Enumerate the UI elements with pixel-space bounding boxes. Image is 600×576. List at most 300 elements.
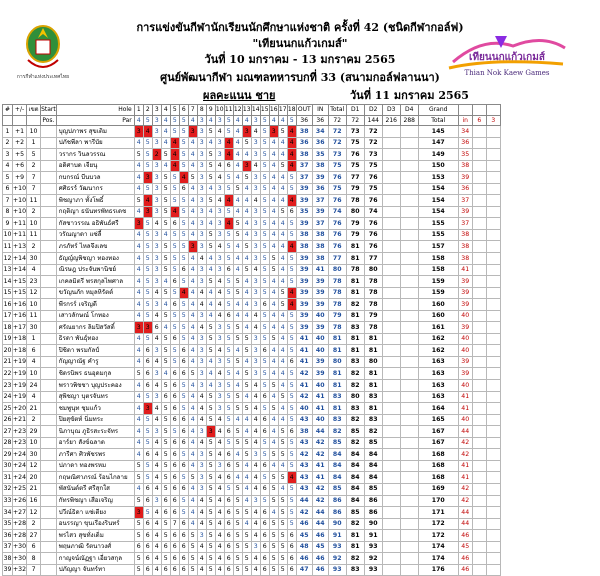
row-d4 <box>400 564 418 576</box>
player-name: สุพิชญา บุตรจันทร <box>56 391 134 403</box>
hole-score: 3 <box>152 495 161 507</box>
hole-score: 3 <box>215 137 224 149</box>
row-start-pos <box>41 518 57 530</box>
row-total: 81 <box>328 403 346 415</box>
row-grand: 149 <box>418 149 458 161</box>
hole-score: 3 <box>215 391 224 403</box>
hole-15: 15 <box>260 106 269 113</box>
hole-score: 4 <box>269 276 278 288</box>
row-d4 <box>400 322 418 334</box>
row-grand: 167 <box>418 426 458 438</box>
row-team: 7 <box>27 172 41 184</box>
hole-score: 5 <box>179 380 188 392</box>
row-d3 <box>382 276 400 288</box>
row-d1: 82 <box>346 414 364 426</box>
row-in: 41 <box>312 391 328 403</box>
hole-score: 4 <box>215 345 224 357</box>
hole-score: 6 <box>260 391 269 403</box>
hole-3: 3 <box>152 105 161 116</box>
hole-score: 3 <box>197 449 206 461</box>
hole-score: 5 <box>161 472 170 484</box>
hole-score: 3 <box>197 483 206 495</box>
hole-score: 5 <box>242 530 251 542</box>
table-row <box>3 414 501 426</box>
hole-score: 4 <box>278 333 287 345</box>
hole-score: 5 <box>269 564 278 576</box>
player-name: ปวีณ์ธิดา แซ่เตียง <box>56 507 134 519</box>
hole-score: 4 <box>134 449 143 461</box>
hole-score: 4 <box>233 299 242 311</box>
row-out: 38 <box>296 229 312 241</box>
row-d3 <box>382 206 400 218</box>
row-team: 16 <box>27 495 41 507</box>
hole-score: 5 <box>233 218 242 230</box>
row-team: 12 <box>27 460 41 472</box>
hole-score: 4 <box>188 137 197 149</box>
row-out: 45 <box>296 530 312 542</box>
hole-score: 4 <box>224 195 233 207</box>
hole-score: 4 <box>215 541 224 553</box>
hole-score: 5 <box>143 160 152 172</box>
row-extra-6 <box>472 310 486 322</box>
hole-score: 4 <box>233 380 242 392</box>
row-number: 8 <box>3 206 13 218</box>
row-start-pos <box>41 541 57 553</box>
hole-score: 5 <box>287 414 296 426</box>
row-extra-in: 42 <box>458 449 472 461</box>
row-d4 <box>400 299 418 311</box>
row-d3 <box>382 426 400 438</box>
hole-score: 5 <box>260 437 269 449</box>
hole-score: 4 <box>215 172 224 184</box>
row-extra-6 <box>472 195 486 207</box>
row-total: 86 <box>328 507 346 519</box>
row-extra-3 <box>486 172 500 184</box>
hole-11: 11 <box>224 106 233 113</box>
hole-score: 5 <box>188 553 197 565</box>
hole-score: 4 <box>278 460 287 472</box>
hole-score: 5 <box>287 368 296 380</box>
hole-score: 3 <box>197 276 206 288</box>
hole-score: 4 <box>233 137 242 149</box>
hole-score: 4 <box>215 195 224 207</box>
hole-score: 5 <box>143 241 152 253</box>
hole-score: 3 <box>215 149 224 161</box>
row-extra-3 <box>486 553 500 565</box>
par-d4: 288 <box>400 115 418 126</box>
hole-score: 4 <box>188 403 197 415</box>
row-d4 <box>400 345 418 357</box>
hole-score: 4 <box>206 183 215 195</box>
hole-score: 4 <box>233 160 242 172</box>
row-total: 76 <box>328 172 346 184</box>
row-delta: +19 <box>13 368 27 380</box>
hole-score: 5 <box>170 345 179 357</box>
row-team: 23 <box>27 276 41 288</box>
row-d2: 77 <box>364 253 382 265</box>
hole-score: 3 <box>152 206 161 218</box>
hole-score: 4 <box>233 241 242 253</box>
hole-score: 4 <box>242 287 251 299</box>
par-10: 3 <box>215 115 224 126</box>
hole-score: 5 <box>224 333 233 345</box>
player-name: ศรัณยากร ลิมปิสวัสดิ์ <box>56 322 134 334</box>
row-team: 11 <box>27 229 41 241</box>
row-delta: +20 <box>13 403 27 415</box>
hole-score: 4 <box>179 287 188 299</box>
row-total: 93 <box>328 564 346 576</box>
hole-score: 5 <box>233 403 242 415</box>
row-team: 2 <box>27 160 41 172</box>
hole-score: 6 <box>143 449 152 461</box>
table-row <box>3 276 501 288</box>
hole-score: 5 <box>206 333 215 345</box>
row-in: 40 <box>312 414 328 426</box>
row-team: 2 <box>27 241 41 253</box>
par-2: 5 <box>143 115 152 126</box>
row-d4 <box>400 126 418 138</box>
hole-score: 5 <box>143 218 152 230</box>
hole-score: 3 <box>251 345 260 357</box>
row-d2: 78 <box>364 322 382 334</box>
row-extra-6 <box>472 495 486 507</box>
row-d3 <box>382 403 400 415</box>
row-total: 73 <box>328 149 346 161</box>
row-in: 40 <box>312 310 328 322</box>
table-row <box>3 472 501 484</box>
hole-score: 4 <box>188 460 197 472</box>
row-d3 <box>382 195 400 207</box>
row-start-pos <box>41 172 57 184</box>
hole-score: 6 <box>170 276 179 288</box>
player-name: กาญจน์ณัฏฐา เอี่ยวสกุล <box>56 553 134 565</box>
hole-score: 3 <box>188 126 197 138</box>
hole-score: 4 <box>242 229 251 241</box>
row-out: 41 <box>296 380 312 392</box>
hole-score: 5 <box>269 380 278 392</box>
hole-score: 3 <box>152 195 161 207</box>
row-grand: 154 <box>418 206 458 218</box>
row-extra-in: 39 <box>458 368 472 380</box>
hole-score: 4 <box>233 172 242 184</box>
row-number: 26 <box>3 414 13 426</box>
row-start-pos <box>41 183 57 195</box>
hole-18: 18 <box>287 106 296 113</box>
hole-score: 6 <box>224 518 233 530</box>
hole-score: 3 <box>134 218 143 230</box>
player-name: ธัญญ์ญพิชญา ทองทอง <box>56 253 134 265</box>
row-extra-3 <box>486 495 500 507</box>
hole-score: 4 <box>242 495 251 507</box>
hole-score: 4 <box>206 299 215 311</box>
hole-score: 4 <box>287 287 296 299</box>
hole-score: 5 <box>143 137 152 149</box>
hole-score: 5 <box>161 460 170 472</box>
hole-score: 4 <box>134 160 143 172</box>
par-1: 4 <box>134 115 143 126</box>
row-out: 38 <box>296 149 312 161</box>
hole-score: 4 <box>233 264 242 276</box>
hole-score: 3 <box>197 472 206 484</box>
hole-score: 4 <box>188 414 197 426</box>
player-name: ชิดรนิพร ธนอุดมกุล <box>56 368 134 380</box>
hole-score: 5 <box>278 564 287 576</box>
row-total: 78 <box>328 276 346 288</box>
row-number: 22 <box>3 368 13 380</box>
hole-score: 5 <box>287 310 296 322</box>
row-in: 39 <box>312 356 328 368</box>
col-grand: Grand <box>418 105 458 116</box>
row-team: 1 <box>27 333 41 345</box>
hole-score: 4 <box>188 391 197 403</box>
hole-score: 5 <box>260 449 269 461</box>
hole-score: 6 <box>170 449 179 461</box>
hole-score: 5 <box>260 253 269 265</box>
hole-score: 5 <box>233 356 242 368</box>
row-number: 23 <box>3 380 13 392</box>
row-team: 30 <box>27 253 41 265</box>
table-row <box>3 218 501 230</box>
hole-score: 4 <box>269 437 278 449</box>
hole-score: 4 <box>134 299 143 311</box>
hole-score: 5 <box>170 264 179 276</box>
hole-score: 4 <box>134 172 143 184</box>
hole-score: 5 <box>278 160 287 172</box>
hole-score: 4 <box>269 345 278 357</box>
row-total: 77 <box>328 253 346 265</box>
hole-score: 5 <box>269 253 278 265</box>
row-team: 12 <box>27 287 41 299</box>
hole-score: 5 <box>260 126 269 138</box>
hole-score: 4 <box>206 287 215 299</box>
row-d2: 81 <box>364 403 382 415</box>
hole-score: 5 <box>233 564 242 576</box>
row-total: 76 <box>328 229 346 241</box>
row-extra-in: 42 <box>458 437 472 449</box>
row-total: 81 <box>328 368 346 380</box>
row-out: 42 <box>296 507 312 519</box>
row-d1: 83 <box>346 322 364 334</box>
hole-score: 4 <box>242 218 251 230</box>
hole-score: 5 <box>260 264 269 276</box>
hole-score: 6 <box>224 426 233 438</box>
hole-score: 4 <box>152 564 161 576</box>
hole-score: 4 <box>242 310 251 322</box>
row-extra-3 <box>486 218 500 230</box>
hole-score: 4 <box>251 126 260 138</box>
hole-score: 3 <box>215 356 224 368</box>
row-d1: 83 <box>346 564 364 576</box>
table-row <box>3 553 501 565</box>
row-team: 10 <box>27 218 41 230</box>
row-d4 <box>400 518 418 530</box>
row-start-pos <box>41 426 57 438</box>
row-number: 36 <box>3 530 13 542</box>
hole-score: 5 <box>260 172 269 184</box>
hole-score: 4 <box>278 368 287 380</box>
row-grand: 170 <box>418 495 458 507</box>
row-d2: 75 <box>364 160 382 172</box>
table-row <box>3 391 501 403</box>
row-extra-6 <box>472 483 486 495</box>
hole-score: 5 <box>161 380 170 392</box>
row-d1: 77 <box>346 172 364 184</box>
hole-score: 5 <box>143 299 152 311</box>
row-delta: +10 <box>13 183 27 195</box>
hole-score: 4 <box>206 137 215 149</box>
hole-score: 6 <box>224 530 233 542</box>
row-d2: 82 <box>364 426 382 438</box>
row-extra-in: 35 <box>458 149 472 161</box>
row-extra-3 <box>486 414 500 426</box>
row-grand: 150 <box>418 160 458 172</box>
row-extra-6 <box>472 530 486 542</box>
hole-score: 5 <box>224 391 233 403</box>
hole-score: 5 <box>143 414 152 426</box>
row-d2: 80 <box>364 264 382 276</box>
hole-score: 4 <box>215 299 224 311</box>
hole-score: 5 <box>134 553 143 565</box>
row-team: 10 <box>27 299 41 311</box>
hole-score: 5 <box>287 460 296 472</box>
hole-score: 3 <box>197 149 206 161</box>
row-team: 11 <box>27 195 41 207</box>
hole-score: 5 <box>206 403 215 415</box>
hole-2: 2 <box>143 105 152 116</box>
hole-score: 5 <box>134 472 143 484</box>
row-extra-3 <box>486 333 500 345</box>
row-total: 72 <box>328 126 346 138</box>
row-d2: 84 <box>364 472 382 484</box>
hole-score: 4 <box>197 403 206 415</box>
hole-score: 4 <box>233 414 242 426</box>
par-5: 5 <box>170 115 179 126</box>
row-extra-in: 41 <box>458 403 472 415</box>
hole-score: 4 <box>134 333 143 345</box>
row-in: 40 <box>312 345 328 357</box>
score-table <box>2 104 501 576</box>
hole-score: 5 <box>161 345 170 357</box>
row-out: 41 <box>296 356 312 368</box>
hole-score: 5 <box>278 126 287 138</box>
hole-score: 6 <box>179 437 188 449</box>
row-extra-in: 38 <box>458 229 472 241</box>
hole-score: 3 <box>215 218 224 230</box>
hole-score: 4 <box>188 449 197 461</box>
hole-score: 6 <box>170 564 179 576</box>
row-extra-6 <box>472 403 486 415</box>
hole-score: 3 <box>134 126 143 138</box>
row-delta: +17 <box>13 322 27 334</box>
hole-score: 6 <box>143 368 152 380</box>
table-row <box>3 368 501 380</box>
hole-score: 4 <box>188 507 197 519</box>
hole-score: 5 <box>134 564 143 576</box>
row-total: 72 <box>328 137 346 149</box>
row-delta: +15 <box>13 276 27 288</box>
hole-score: 5 <box>224 356 233 368</box>
hole-score: 5 <box>224 183 233 195</box>
hole-score: 3 <box>152 183 161 195</box>
row-extra-3 <box>486 541 500 553</box>
row-in: 39 <box>312 206 328 218</box>
row-start-pos <box>41 380 57 392</box>
row-d3 <box>382 368 400 380</box>
hole-score: 5 <box>179 322 188 334</box>
player-name: ปภาดา ทองพรหม <box>56 460 134 472</box>
row-extra-3 <box>486 368 500 380</box>
row-d3 <box>382 530 400 542</box>
hole-score: 4 <box>134 380 143 392</box>
row-d4 <box>400 380 418 392</box>
hole-score: 5 <box>287 437 296 449</box>
row-extra-3 <box>486 356 500 368</box>
row-grand: 174 <box>418 553 458 565</box>
row-start-pos <box>41 345 57 357</box>
row-grand: 168 <box>418 449 458 461</box>
row-d1: 81 <box>346 541 364 553</box>
row-d3 <box>382 518 400 530</box>
row-in: 41 <box>312 403 328 415</box>
hole-score: 4 <box>251 414 260 426</box>
row-d1: 80 <box>346 391 364 403</box>
row-d3 <box>382 183 400 195</box>
row-d3 <box>382 299 400 311</box>
row-team: 4 <box>27 264 41 276</box>
row-grand: 145 <box>418 126 458 138</box>
table-row <box>3 507 501 519</box>
row-start-pos <box>41 356 57 368</box>
hole-score: 5 <box>224 345 233 357</box>
hole-score: 4 <box>215 126 224 138</box>
hole-score: 5 <box>260 380 269 392</box>
hole-score: 5 <box>242 507 251 519</box>
row-number: 15 <box>3 287 13 299</box>
row-d3 <box>382 149 400 161</box>
hole-score: 4 <box>251 160 260 172</box>
row-grand: 162 <box>418 333 458 345</box>
player-name: พฤษภาฒิ รัตนาวงศ์ <box>56 541 134 553</box>
hole-score: 5 <box>134 460 143 472</box>
hole-score: 5 <box>287 507 296 519</box>
par-12: 4 <box>233 115 242 126</box>
player-name: เสาวลักษณ์ โกทอง <box>56 310 134 322</box>
row-d2: 91 <box>364 530 382 542</box>
hole-score: 6 <box>260 541 269 553</box>
hole-score: 5 <box>143 460 152 472</box>
table-row <box>3 403 501 415</box>
row-extra-6 <box>472 380 486 392</box>
hole-score: 3 <box>251 183 260 195</box>
hole-score: 4 <box>152 414 161 426</box>
hole-score: 5 <box>179 449 188 461</box>
row-d1: 73 <box>346 126 364 138</box>
row-team: 11 <box>27 310 41 322</box>
row-delta: +2 <box>13 137 27 149</box>
hole-score: 6 <box>260 518 269 530</box>
hole-score: 4 <box>215 483 224 495</box>
player-name: พิชญาภา ทั้งโพธิ์ <box>56 195 134 207</box>
row-number: 10 <box>3 229 13 241</box>
hole-score: 4 <box>188 356 197 368</box>
hole-score: 5 <box>143 437 152 449</box>
row-grand: 154 <box>418 183 458 195</box>
hole-score: 5 <box>278 299 287 311</box>
hole-score: 4 <box>188 380 197 392</box>
row-total: 84 <box>328 460 346 472</box>
hole-score: 6 <box>260 426 269 438</box>
hole-17: 17 <box>278 106 287 113</box>
